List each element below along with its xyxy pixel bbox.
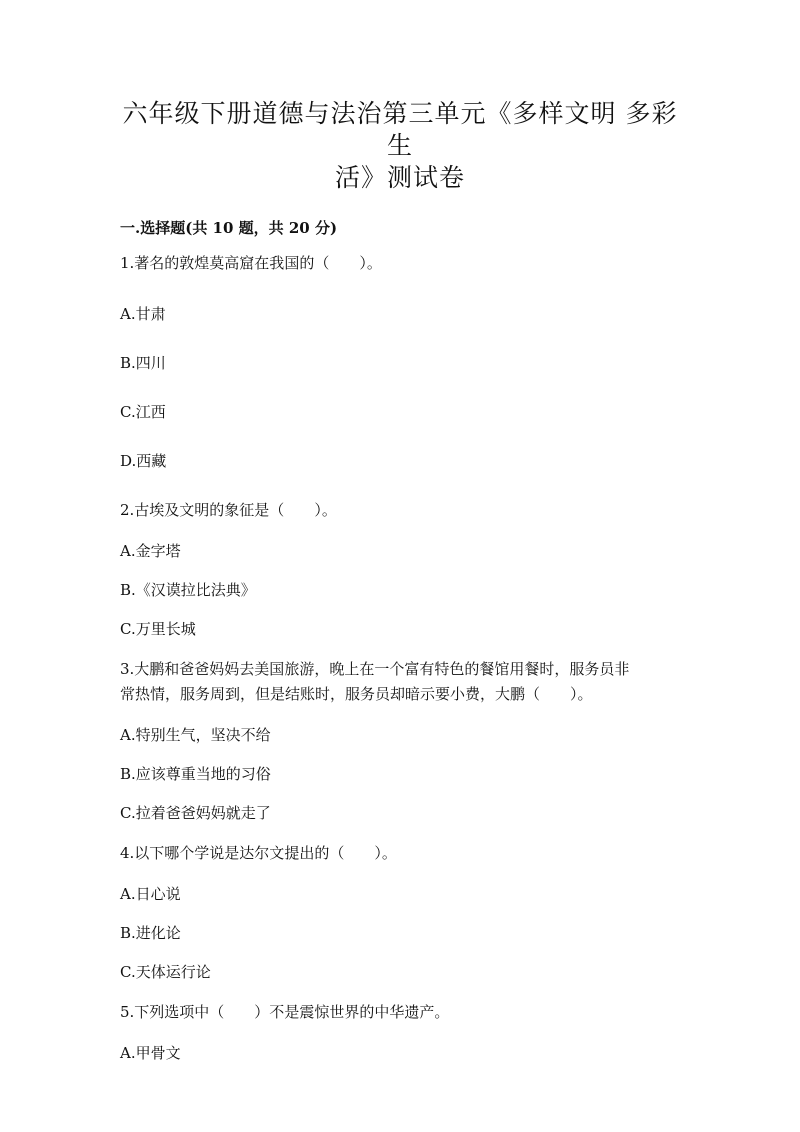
option-a: A.甲骨文 xyxy=(120,1044,181,1062)
question-text: 5.下列选项中（ ）不是震惊世界的中华遗产。 xyxy=(120,1003,450,1021)
title-line-2: 活》测试卷 xyxy=(334,163,465,192)
question-text: 2.古埃及文明的象征是（ ）。 xyxy=(120,501,337,519)
question-3 xyxy=(120,657,680,824)
option-c: C.万里长城 xyxy=(120,620,196,638)
option-a: A.甘肃 xyxy=(120,305,166,323)
question-2 xyxy=(120,498,680,640)
question-text-line-2: 常热情，服务周到，但是结账时，服务员却暗示要小费，大鹏（ ）。 xyxy=(120,685,593,703)
question-text: 1.著名的敦煌莫高窟在我国的（ ）。 xyxy=(120,254,382,272)
option-b: B.进化论 xyxy=(120,924,181,942)
option-c: C.拉着爸爸妈妈就走了 xyxy=(120,804,271,822)
option-a: A.特别生气，坚决不给 xyxy=(120,726,271,744)
option-d: D.西藏 xyxy=(120,452,167,470)
question-text-line-1: 3.大鹏和爸爸妈妈去美国旅游，晚上在一个富有特色的餐馆用餐时，服务员非 xyxy=(120,660,630,678)
option-b: B.《汉谟拉比法典》 xyxy=(120,581,256,599)
section-heading: 一.选择题(共 10 题，共 20 分) xyxy=(120,219,338,237)
option-a: A.金字塔 xyxy=(120,542,181,560)
option-a: A.日心说 xyxy=(120,885,181,903)
question-4 xyxy=(120,841,680,983)
option-c: C.天体运行论 xyxy=(120,963,211,981)
question-5 xyxy=(120,1000,680,1064)
option-c: C.江西 xyxy=(120,403,166,421)
title-line-1: 六年级下册道德与法治第三单元《多样文明 多彩生 xyxy=(122,99,678,160)
question-text: 4.以下哪个学说是达尔文提出的（ ）。 xyxy=(120,844,397,862)
option-b: B.应该尊重当地的习俗 xyxy=(120,765,271,783)
question-1 xyxy=(120,251,680,472)
page-title xyxy=(120,0,680,194)
option-b: B.四川 xyxy=(120,354,166,372)
